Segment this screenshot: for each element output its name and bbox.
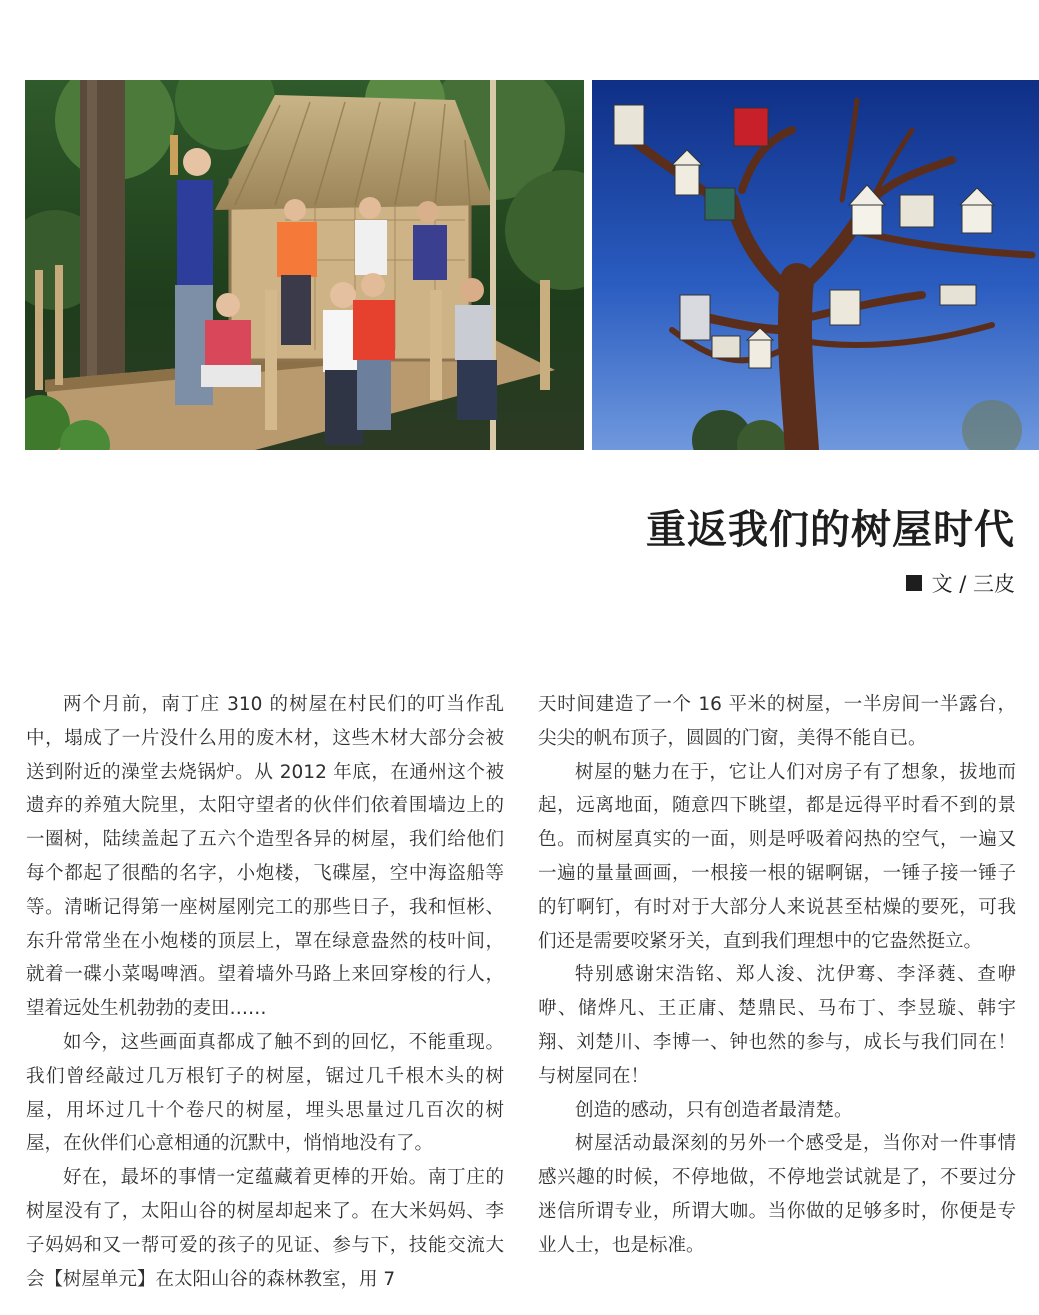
- paragraph: 好在，最坏的事情一定蕴藏着更棒的开始。南丁庄的树屋没有了，太阳山谷的树屋却起来了。在大米妈妈、李子妈妈和又一帮可爱的孩子的见证、参与下，技能交流大会【树屋单元】在太阳山谷的森林教室，用 7: [26, 1167, 504, 1290]
- paragraph: 树屋的魅力在于，它让人们对房子有了想象，拔地而起，远离地面，随意四下眺望，都是远得平时看不到的景色。而树屋真实的一面，则是呼吸着闷热的空气，一遍又一遍的量量画画，一根接一根的锯啊锯，一锤子接一锤子的钉啊钉，有时对于大部分人来说甚至枯燥的要死，可我们还是需要咬紧牙关，直到我们理想中的它盎然挺立。: [538, 761, 1016, 952]
- paragraph: 特别感谢宋浩铭、郑人浚、沈伊骞、李泽蕤、查咿咿、储烨凡、王正庸、楚鼎民、马布丁、李昱璇、韩宇翔、刘楚川、李博一、钟也然的参与，成长与我们同在！与树屋同在！: [538, 964, 1016, 1087]
- article-body-left-column: [26, 688, 504, 1296]
- paragraph: 创造的感动，只有创造者最清楚。: [575, 1099, 853, 1121]
- article-title: 重返我们的树屋时代: [646, 507, 1015, 553]
- paragraph: 如今，这些画面真都成了触不到的回忆，不能重现。我们曾经敲过几万根钉子的树屋，锯过几千根木头的树屋，用坏过几十个卷尺的树屋，埋头思量过几百次的树屋，在伙伴们心意相通的沉默中，悄悄地没有了。: [26, 1031, 504, 1155]
- tree-birdhouses-photo: [592, 80, 1039, 450]
- paragraph-continued: 天时间建造了一个 16 平米的树屋，一半房间一半露台，尖尖的帆布顶子，圆圆的门窗，美得不能自已。: [538, 694, 1016, 749]
- article-body-right-column: [538, 688, 1016, 1263]
- paragraph: 两个月前，南丁庄 310 的树屋在村民们的叮当作乱中，塌成了一片没什么用的废木材，这些木材大部分会被送到附近的澡堂去烧锅炉。从 2012 年底，在通州这个被遗弃的养殖大院里，太阳守望者的伙伴们依着围墙边上的一圈树，陆续盖起了五六个造型各异的树屋，我们给他们每个都起了很酷的名字，小炮楼，飞碟屋，空中海盗船等等。清晰记得第一座树屋刚完工的那些日子，我和恒彬、东升常常坐在小炮楼的顶层上，罩在绿意盎然的枝叶间，就着一碟小菜喝啤酒。望着墙外马路上来回穿梭的行人，望着远处生机勃勃的麦田……: [26, 694, 504, 1020]
- paragraph: 树屋活动最深刻的另外一个感受是，当你对一件事情感兴趣的时候，不停地做，不停地尝试就是了，不要过分迷信所谓专业，所谓大咖。当你做的足够多时，你便是专业人士，也是标准。: [538, 1133, 1016, 1256]
- byline-text: 文 / 三皮: [931, 572, 1015, 596]
- square-bullet-icon: [906, 575, 922, 591]
- author-byline: [906, 568, 1015, 598]
- treehouse-children-photo: [25, 80, 584, 450]
